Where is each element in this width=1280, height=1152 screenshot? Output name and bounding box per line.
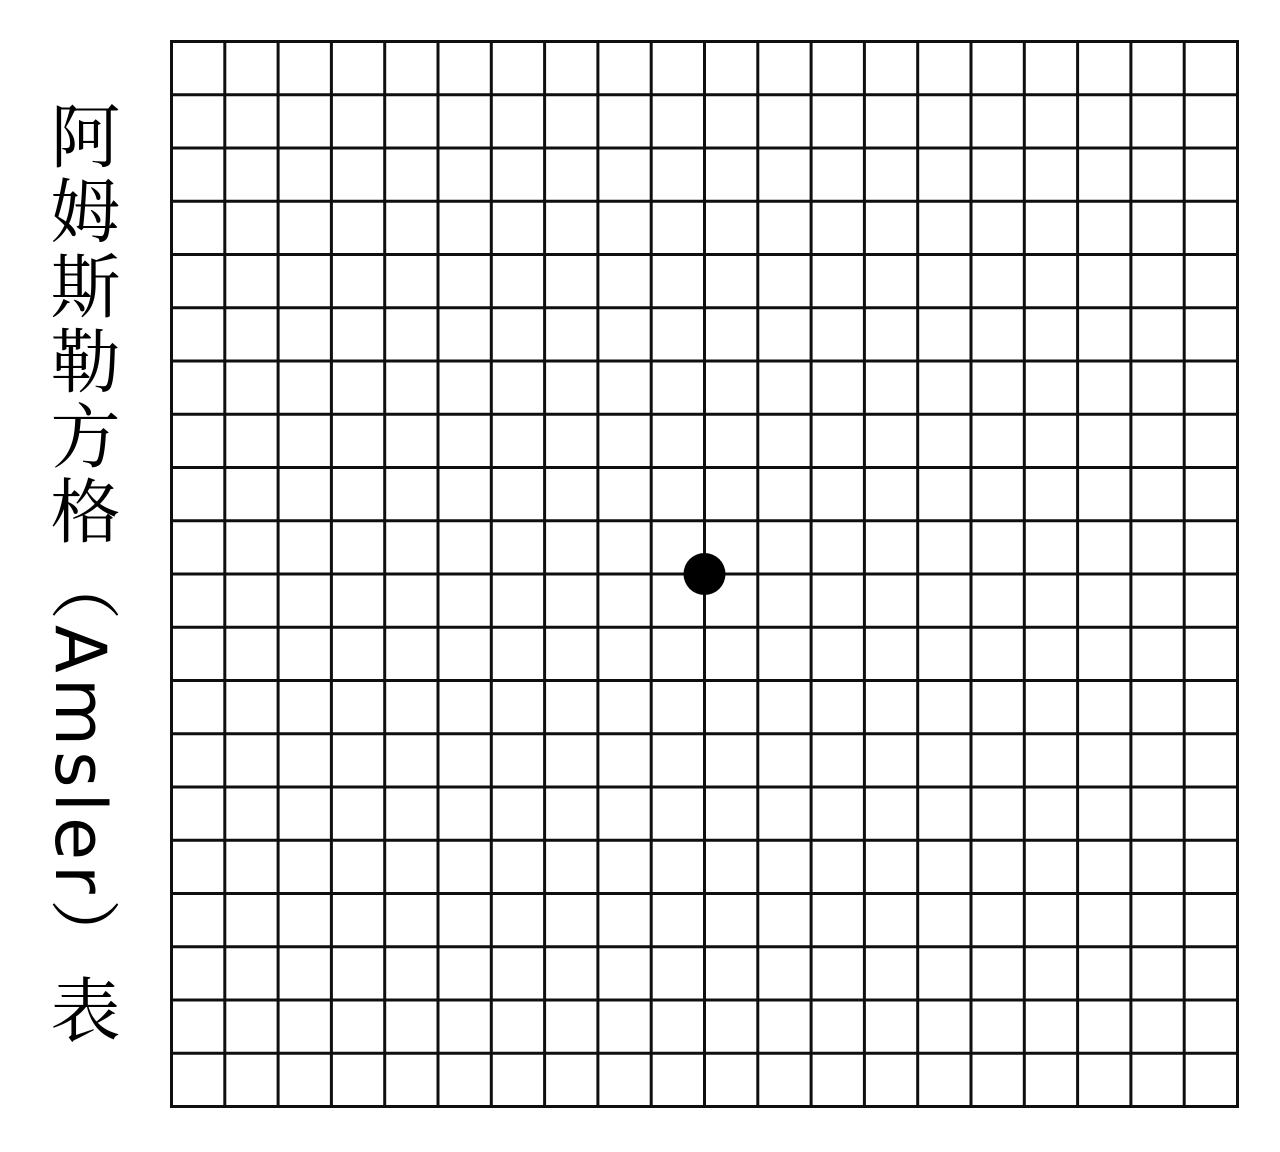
fixation-dot — [684, 553, 726, 595]
figure-title: 阿姆斯勒方格（Amsler）表 — [39, 99, 121, 1049]
amsler-grid — [170, 40, 1239, 1108]
amsler-grid-canvas — [170, 40, 1239, 1108]
